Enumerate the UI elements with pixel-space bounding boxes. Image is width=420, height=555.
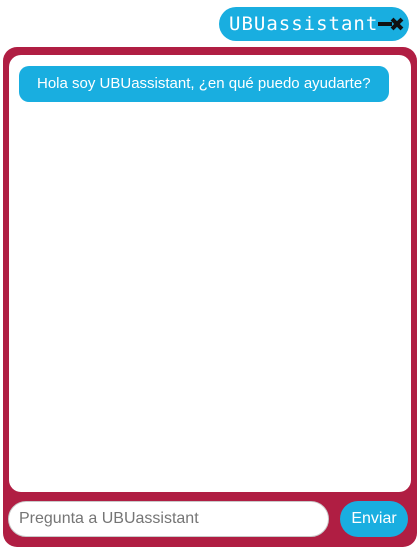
minimize-icon[interactable] xyxy=(378,16,386,32)
chat-header xyxy=(219,7,409,41)
chat-title: UBUassistant xyxy=(229,13,379,35)
bot-message: Hola soy UBUassistant, ¿en qué puedo ayudarte? xyxy=(19,66,389,102)
input-row xyxy=(8,500,414,538)
message-list[interactable] xyxy=(9,55,411,492)
question-input[interactable] xyxy=(8,501,329,537)
send-button[interactable]: Enviar xyxy=(340,501,408,537)
close-icon[interactable] xyxy=(389,16,397,32)
chat-window xyxy=(3,47,417,547)
